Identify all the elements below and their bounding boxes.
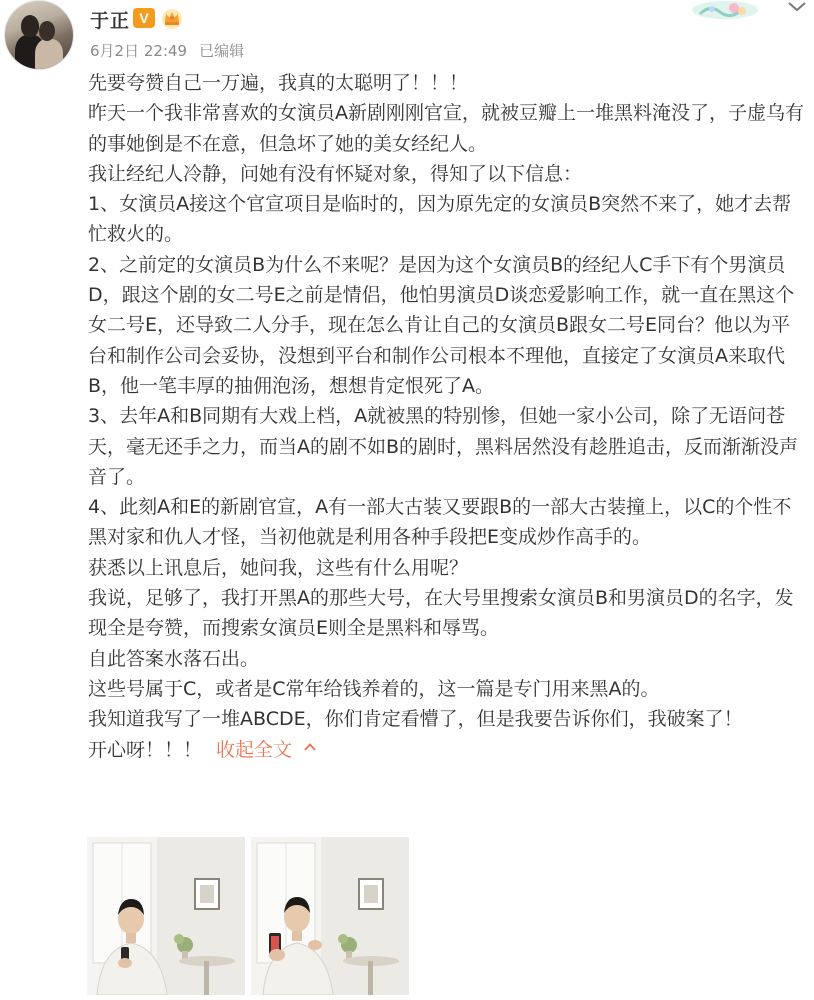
post-paragraph: 这些号属于C，或者是C常年给钱养着的，这一篇是专门用来黑A的。 [88, 677, 660, 700]
edited-label: 已编辑 [199, 42, 245, 60]
avatar-figure-head [21, 15, 39, 37]
post-paragraph: 我让经纪人冷静，问她有没有怀疑对象，得知了以下信息： [88, 162, 583, 185]
post-paragraph: 我知道我写了一堆ABCDE，你们肯定看懵了，但是我要告诉你们，我破案了！ [88, 708, 743, 731]
post-paragraph: 昨天一个我非常喜欢的女演员A新剧刚刚官宣，就被豆瓣上一堆黑料淹没了，子虚乌有的事她倒是不在意，但急坏了她的美女经纪人。 [88, 102, 804, 155]
chevron-down-icon[interactable] [786, 0, 808, 14]
post-meta [90, 40, 244, 61]
collapse-full-text-link[interactable]: 收起全文 [216, 738, 293, 761]
avatar-figure-head [39, 21, 55, 41]
post-paragraph: 4、此刻A和E的新剧官宣，A有一部大古装又要跟B的一部大古装撞上，以C的个性不黑对家和仇人才怪，当初他就是利用各种手段把E变成炒作高手的。 [88, 496, 792, 549]
post-paragraph: 2、之前定的女演员B为什么不来呢？是因为这个女演员B的经纪人C手下有个男演员D，跟这个剧的女二号E之前是情侣，他怕男演员D谈恋爱影响工作，就一直在黑这个女二号E，还导致二人分手，现在怎么肯让自己的女演员B跟女二号E同台？他以为平台和制作公司会妥协，没想到平台和制作公司根本不理他，直接定了女演员A来取代B，他一笔丰厚的抽佣泡汤，想想肯定恨死了A。 [88, 253, 795, 397]
decoration-badge-icon [690, 0, 760, 20]
post-paragraph: 3、去年A和B同期有大戏上档，A就被黑的特别惨，但她一家小公司，除了无语问苍天，毫无还手之力，而当A的剧不如B的剧时，黑料居然没有趁胜追击，反而渐渐没声音了。 [88, 405, 799, 488]
post-photo-1[interactable] [87, 837, 245, 995]
post-paragraph: 获悉以上讯息后，她问我，这些有什么用呢？ [88, 556, 469, 579]
post-content [88, 68, 806, 765]
post-paragraph: 先要夸赞自己一万遍，我真的太聪明了！！！ [88, 72, 469, 94]
user-avatar[interactable] [4, 0, 74, 70]
avatar-figure-body [35, 39, 63, 70]
post-last-line-text: 开心呀！！！ [88, 738, 203, 761]
post-paragraph: 我说，足够了，我打开黑A的那些大号，在大号里搜索女演员B和男演员D的名字，发现全是夸赞，而搜索女演员E则全是黑料和辱骂。 [88, 587, 794, 640]
chevron-up-icon[interactable] [304, 741, 316, 753]
verified-v-badge-icon[interactable]: V [133, 8, 155, 28]
post-photo-2[interactable] [251, 837, 409, 995]
post-timestamp[interactable]: 6月2日 22:49 [90, 42, 188, 60]
username[interactable]: 于正 [90, 10, 131, 32]
post-last-line [88, 735, 806, 765]
post-paragraph: 1、女演员A接这个官宣项目是临时的，因为原先定的女演员B突然不来了，她才去帮忙救火的。 [88, 193, 792, 246]
post-paragraph: 自此答案水落石出。 [88, 647, 260, 670]
crown-badge-icon[interactable] [160, 6, 184, 30]
